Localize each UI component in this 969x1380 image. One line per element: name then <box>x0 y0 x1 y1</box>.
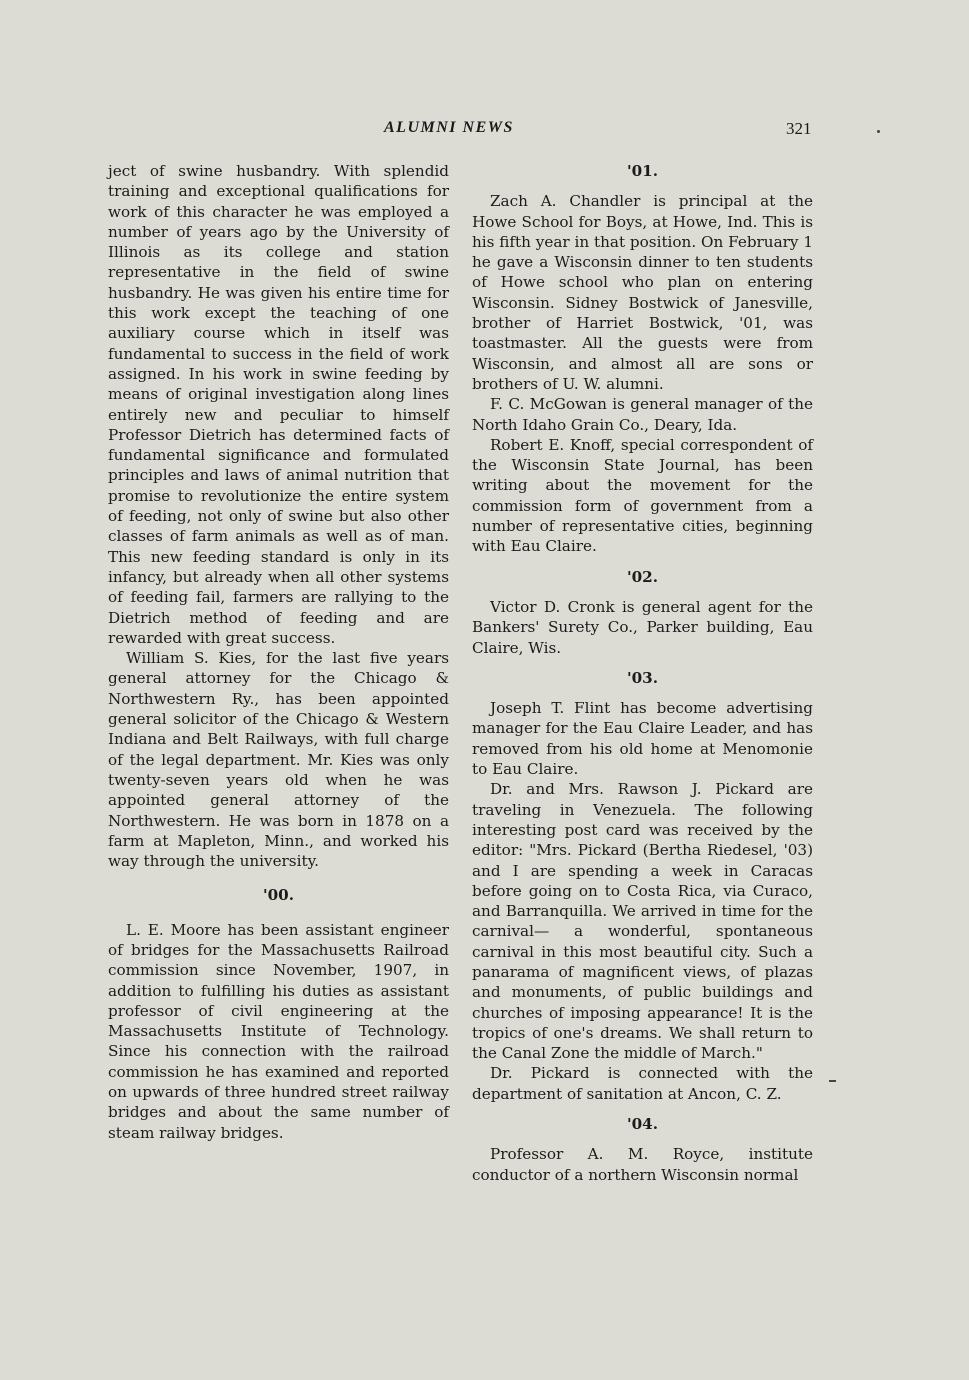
spacer <box>472 587 813 597</box>
spacer <box>472 1134 813 1144</box>
spacer <box>472 688 813 698</box>
paragraph-pickard: Dr. and Mrs. Rawson J. Pickard are traveling in Venezuela. The following interesting post card was received by the editor: "Mrs. Pickard (Bertha Riedesel, '03) and I are spending a week in Caracas before going on to Costa Rica, via Curaco, and Barranquilla. We arrived in time for the carnival— a wonderful, spontaneous carnival in this most beautiful city. Such a panarama of magnificent views, of plazas and monuments, of public buildings and churches of imposing appearance! It is the tropics of one's dreams. We shall return to the Canal Zone the middle of March." <box>472 780 813 1063</box>
left-column <box>108 161 449 1143</box>
right-column <box>472 161 813 1185</box>
class-heading-02: '02. <box>626 567 659 586</box>
paragraph-moore: L. E. Moore has been assistant engineer of bridges for the Massachusetts Railroad commission since November, 1907, in addition to fulfilling his duties as assistant professor of civil engineering at the Massachusetts Institute of Technology. Since his connection with the railroad commission he has examined and reported on upwards of three hundred street railway bridges and about the same number of steam railway bridges. <box>108 920 449 1142</box>
page-number: 321 <box>786 119 812 138</box>
page-header <box>0 119 969 143</box>
class-heading-03: '03. <box>626 668 659 687</box>
paragraph-pickard-sanitation: Dr. Pickard is connected with the department of sanitation at Ancon, C. Z. <box>472 1064 813 1103</box>
spacer <box>472 181 813 191</box>
paragraph-chandler: Zach A. Chandler is principal at the Howe School for Boys, at Howe, Ind. This is his fifth year in that position. On February 1 he gave a Wisconsin dinner to ten students of Howe school who plan on entering Wisconsin. Sidney Bostwick of Janesville, brother of Harriet Bostwick, '01, was toastmaster. All the guests were from Wisconsin, and almost all are sons or brothers of U. W. alumni. <box>472 192 813 393</box>
paragraph-cronk: Victor D. Cronk is general agent for the Bankers' Surety Co., Parker building, Eau Claire, Wis. <box>472 597 813 657</box>
print-speck <box>829 1080 836 1082</box>
spacer <box>108 906 449 920</box>
paragraph-mcgowan: F. C. McGowan is general manager of the North Idaho Grain Co., Deary, Ida. <box>472 395 813 434</box>
spacer <box>472 1104 813 1114</box>
paragraph-dietrich-continued: ject of swine husbandry. With splendid training and exceptional qualifications for work of this character he was employed a number of years ago by the University of Illinois as its college and station representative in the field of swine husbandry. He was given his entire time for this work except the teaching of one auxiliary course which in itself was fundamental to success in the field of work assigned. In his work in swine feeding by means of original investigation along lines entirely new and peculiar to himself Professor Dietrich has determined facts of fundamental significance and formulated principles and laws of animal nutrition that promise to revolutionize the entire system of feeding, not only of swine but also other classes of farm animals as well as of man. This new feeding standard is only in its infancy, but already when all other systems of feeding fail, farmers are rallying to the Dietrich method of feeding and are rewarded with great success. <box>108 162 449 647</box>
class-heading-00: '00. <box>262 886 295 905</box>
class-heading-01: '01. <box>626 162 659 180</box>
print-speck <box>877 130 880 133</box>
spacer <box>108 871 449 885</box>
paragraph-knoff: Robert E. Knoff, special correspondent of the Wisconsin State Journal, has been writing about the movement for the commission form of government from a number of representative cities, beginning with Eau Claire. <box>472 435 813 556</box>
spacer <box>472 658 813 668</box>
spacer <box>472 557 813 567</box>
paragraph-royce: Professor A. M. Royce, institute conductor of a northern Wisconsin normal <box>472 1145 813 1184</box>
class-heading-04: '04. <box>626 1115 659 1134</box>
paragraph-kies: William S. Kies, for the last five years general attorney for the Chicago & Northwestern Ry., has been appointed general solicitor of the Chicago & Western Indiana and Belt Railways, with full charge of the legal department. Mr. Kies was only twenty-seven years old when he was appointed general attorney of the Northwestern. He was born in 1878 on a farm at Mapleton, Minn., and worked his way through the university. <box>108 649 449 871</box>
running-title: ALUMNI NEWS <box>384 119 514 136</box>
paragraph-flint: Joseph T. Flint has become advertising manager for the Eau Claire Leader, and has removed from his old home at Menomonie to Eau Claire. <box>472 699 813 779</box>
